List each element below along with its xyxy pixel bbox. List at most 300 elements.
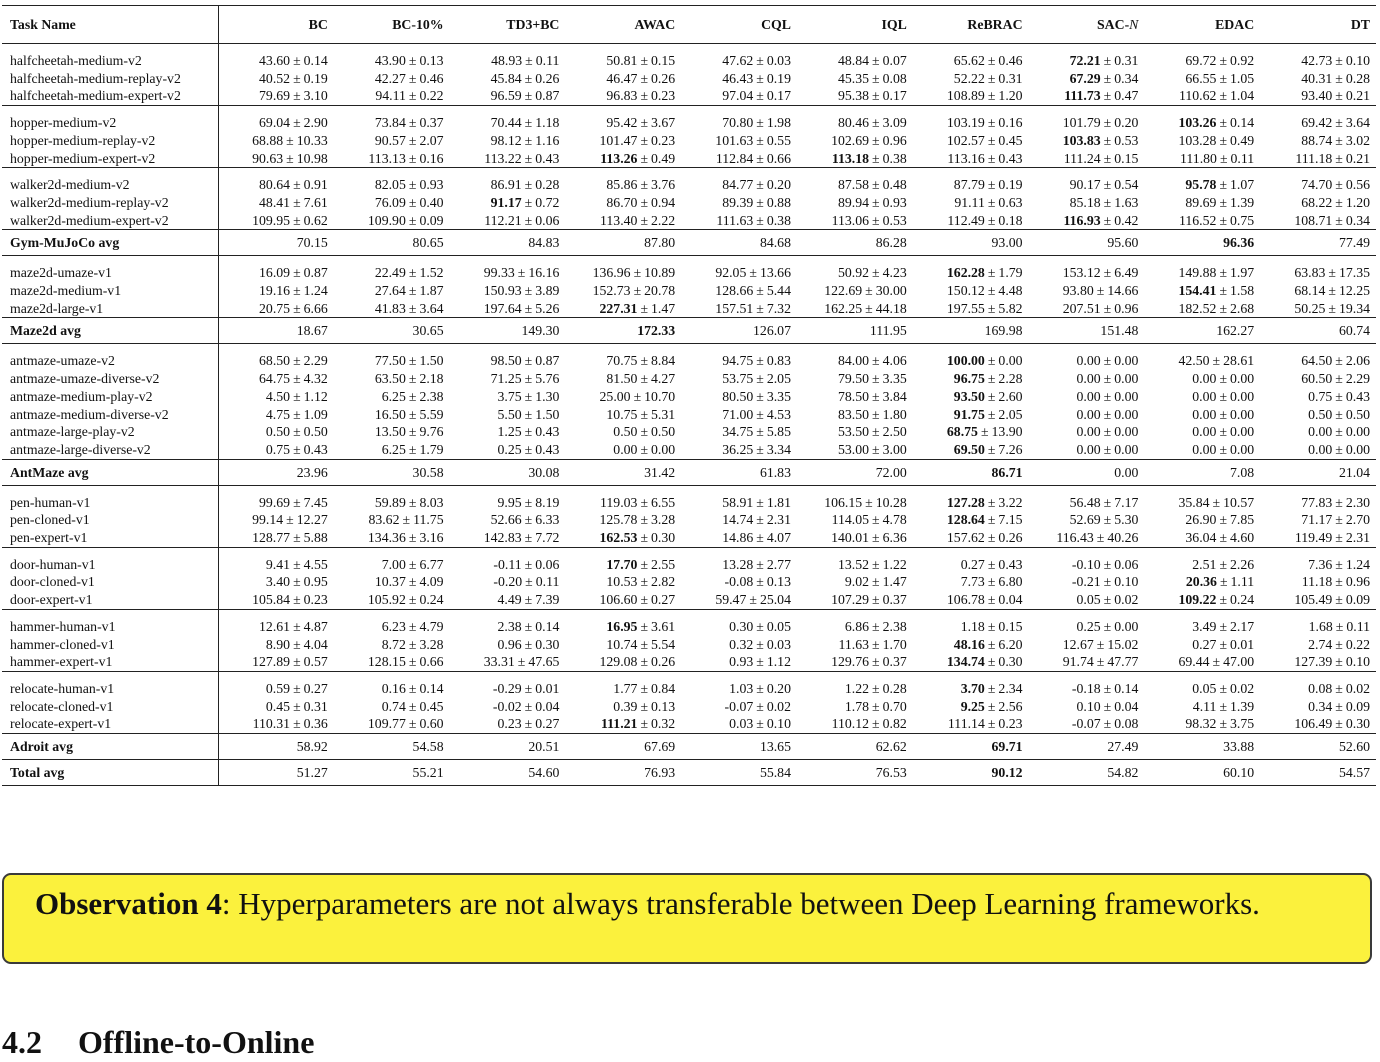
plus-minus-sign: ±	[872, 212, 880, 228]
observation-label: Observation 4	[35, 886, 222, 921]
score-mean: 45.35	[838, 70, 870, 86]
group-spacer	[2, 106, 1376, 115]
score-cell	[334, 423, 450, 441]
average-cell	[1029, 318, 1145, 344]
score-mean: 84.00	[838, 353, 870, 369]
score-std: 0.83	[766, 353, 791, 369]
plus-minus-sign: ±	[1219, 132, 1228, 148]
average-value: 80.65	[412, 235, 444, 251]
score-cell	[797, 52, 913, 70]
plus-minus-sign: ±	[640, 371, 649, 387]
score-std: 0.91	[303, 177, 328, 193]
score-cell	[1029, 194, 1145, 212]
score-std: 1.12	[766, 654, 791, 670]
score-std: 0.56	[1345, 177, 1370, 193]
plus-minus-sign: ±	[756, 680, 764, 696]
score-std: 2.56	[998, 698, 1023, 714]
score-std: 0.40	[419, 194, 444, 210]
score-std: 3.22	[998, 494, 1023, 510]
plus-minus-sign: ±	[1096, 636, 1105, 652]
plus-minus-sign: ±	[1219, 388, 1228, 404]
plus-minus-sign: ±	[408, 530, 417, 546]
score-std: 4.06	[882, 353, 907, 369]
plus-minus-sign: ±	[756, 530, 764, 546]
score-cell	[1260, 406, 1376, 424]
score-mean: 12.61	[259, 618, 291, 634]
score-mean: -0.21	[1071, 574, 1101, 590]
score-mean: 110.31	[252, 716, 291, 732]
column-header-method: ReBRAC	[913, 6, 1029, 44]
score-mean: 1.03	[729, 680, 754, 696]
score-mean: 69.50	[953, 441, 985, 457]
score-mean: 95.38	[838, 88, 870, 104]
task-name-cell: halfcheetah-medium-replay-v2	[2, 70, 218, 88]
score-std: 3.64	[419, 300, 444, 316]
plus-minus-sign: ±	[1103, 353, 1112, 369]
score-mean: 42.50	[1178, 353, 1210, 369]
score-mean: 90.63	[252, 150, 284, 166]
score-std: 0.11	[1230, 150, 1255, 166]
plus-minus-sign: ±	[524, 556, 533, 572]
plus-minus-sign: ±	[872, 654, 880, 670]
score-std: 1.70	[882, 636, 907, 652]
score-mean: 113.40	[600, 212, 638, 228]
score-mean: 0.74	[381, 698, 406, 714]
score-cell	[913, 300, 1029, 318]
column-header-method: AWAC	[565, 6, 681, 44]
plus-minus-sign: ±	[1103, 88, 1112, 104]
plus-minus-sign: ±	[293, 115, 301, 131]
plus-minus-sign: ±	[756, 494, 764, 510]
score-std: 0.13	[651, 698, 676, 714]
score-std: 3.67	[651, 115, 676, 131]
plus-minus-sign: ±	[1103, 300, 1112, 316]
score-cell	[1144, 529, 1260, 547]
score-cell	[913, 529, 1029, 547]
score-std: 3.61	[651, 618, 676, 634]
score-std: 0.45	[419, 698, 444, 714]
score-mean: 88.74	[1301, 132, 1333, 148]
score-std: 10.33	[296, 132, 328, 148]
score-cell	[1144, 150, 1260, 168]
plus-minus-sign: ±	[293, 556, 301, 572]
score-std: 0.87	[303, 265, 328, 281]
score-mean: 106.60	[599, 592, 638, 608]
score-mean: 1.25	[497, 424, 522, 440]
table-row	[2, 529, 1376, 547]
score-cell	[565, 591, 681, 609]
score-mean: 43.90	[374, 53, 406, 68]
score-cell	[565, 300, 681, 318]
score-std: 0.50	[1345, 406, 1370, 422]
average-cell	[334, 734, 450, 760]
score-std: 28.61	[1223, 353, 1255, 369]
score-mean: 129.76	[831, 654, 870, 670]
plus-minus-sign: ±	[1335, 53, 1343, 68]
score-mean: 111.21	[601, 716, 638, 732]
score-std: 0.08	[1114, 716, 1139, 732]
score-mean: 101.79	[1062, 115, 1101, 131]
score-std: 2.70	[1345, 512, 1370, 528]
score-cell	[334, 150, 450, 168]
table-row	[2, 114, 1376, 132]
plus-minus-sign: ±	[408, 212, 417, 228]
plus-minus-sign: ±	[987, 530, 996, 546]
score-mean: 0.16	[381, 680, 406, 696]
score-cell	[218, 132, 334, 150]
score-std: 0.13	[419, 53, 444, 68]
plus-minus-sign: ±	[524, 371, 533, 387]
plus-minus-sign: ±	[524, 592, 533, 608]
score-mean: 162.25	[824, 300, 863, 316]
average-cell	[913, 760, 1029, 786]
score-std: 1.50	[535, 406, 560, 422]
score-cell	[1260, 114, 1376, 132]
score-cell	[1029, 423, 1145, 441]
score-mean: 83.62	[368, 512, 400, 528]
score-std: 0.30	[535, 636, 560, 652]
score-cell	[1260, 591, 1376, 609]
score-std: 44.18	[875, 300, 907, 316]
score-cell	[913, 370, 1029, 388]
score-cell	[797, 388, 913, 406]
score-cell	[1260, 212, 1376, 230]
average-cell	[565, 760, 681, 786]
plus-minus-sign: ±	[408, 53, 417, 68]
score-cell	[565, 70, 681, 88]
score-mean: 3.49	[1192, 618, 1217, 634]
average-cell	[797, 230, 913, 256]
score-std: 10.70	[644, 388, 676, 404]
score-std: 0.21	[1345, 150, 1370, 166]
average-label: Maze2d avg	[2, 318, 218, 344]
score-std: 2.31	[766, 512, 791, 528]
table-row	[2, 264, 1376, 282]
score-mean: 95.78	[1185, 177, 1217, 193]
score-std: 0.37	[419, 115, 444, 131]
plus-minus-sign: ±	[525, 53, 533, 68]
plus-minus-sign: ±	[293, 371, 301, 387]
score-cell	[913, 636, 1029, 654]
score-cell	[565, 636, 681, 654]
score-std: 0.53	[1114, 132, 1139, 148]
average-cell	[1260, 459, 1376, 485]
plus-minus-sign: ±	[987, 680, 996, 696]
score-std: 0.10	[766, 716, 791, 732]
plus-minus-sign: ±	[1335, 353, 1343, 369]
score-std: 3.28	[419, 636, 444, 652]
average-label: AntMaze avg	[2, 459, 218, 485]
score-mean: 50.81	[606, 53, 638, 68]
table-body	[2, 44, 1376, 786]
plus-minus-sign: ±	[1219, 300, 1228, 316]
score-cell	[565, 150, 681, 168]
score-mean: 99.69	[259, 494, 291, 510]
score-cell	[1029, 511, 1145, 529]
score-mean: 0.96	[497, 636, 522, 652]
plus-minus-sign: ±	[872, 150, 880, 166]
average-cell	[681, 459, 797, 485]
score-mean: 109.22	[1178, 592, 1217, 608]
plus-minus-sign: ±	[640, 194, 649, 210]
score-mean: 10.74	[606, 636, 638, 652]
score-mean: 162.28	[946, 265, 985, 281]
score-mean: 53.50	[838, 424, 870, 440]
score-mean: 128.77	[252, 530, 291, 546]
score-mean: 87.79	[953, 177, 985, 193]
task-name-cell: halfcheetah-medium-v2	[2, 52, 218, 70]
plus-minus-sign: ±	[524, 494, 533, 510]
score-cell	[1144, 573, 1260, 591]
plus-minus-sign: ±	[1335, 654, 1343, 670]
score-mean: -0.11	[493, 556, 522, 572]
score-mean: 11.18	[1301, 574, 1333, 590]
score-mean: 112.21	[484, 212, 522, 228]
plus-minus-sign: ±	[640, 177, 649, 193]
score-cell	[450, 194, 566, 212]
score-mean: 79.50	[838, 371, 870, 387]
score-mean: 94.11	[375, 88, 406, 104]
score-mean: 95.42	[606, 115, 638, 131]
plus-minus-sign: ±	[293, 574, 301, 590]
score-cell	[1260, 556, 1376, 574]
average-value: 54.82	[1107, 765, 1139, 781]
score-cell	[450, 618, 566, 636]
score-cell	[218, 114, 334, 132]
score-mean: 0.93	[729, 654, 754, 670]
plus-minus-sign: ±	[987, 265, 996, 281]
plus-minus-sign: ±	[1335, 618, 1344, 634]
score-std: 0.04	[998, 592, 1023, 608]
average-cell	[913, 230, 1029, 256]
score-cell	[218, 494, 334, 512]
plus-minus-sign: ±	[872, 636, 880, 652]
score-mean: 91.74	[1062, 654, 1094, 670]
score-std: 5.59	[419, 406, 444, 422]
score-cell	[1260, 680, 1376, 698]
score-cell	[218, 300, 334, 318]
score-mean: 0.08	[1308, 680, 1333, 696]
score-cell	[1029, 529, 1145, 547]
score-cell	[1029, 494, 1145, 512]
score-cell	[1144, 636, 1260, 654]
plus-minus-sign: ±	[1103, 388, 1112, 404]
plus-minus-sign: ±	[1219, 680, 1228, 696]
score-std: 0.72	[535, 194, 560, 210]
score-cell	[334, 87, 450, 105]
plus-minus-sign: ±	[1103, 512, 1112, 528]
score-cell	[797, 132, 913, 150]
plus-minus-sign: ±	[408, 371, 417, 387]
score-mean: 1.77	[613, 680, 638, 696]
average-cell	[913, 318, 1029, 344]
score-mean: 9.02	[844, 574, 870, 590]
plus-minus-sign: ±	[1103, 212, 1112, 228]
plus-minus-sign: ±	[408, 716, 417, 732]
plus-minus-sign: ±	[987, 194, 996, 210]
plus-minus-sign: ±	[1335, 424, 1343, 440]
group-spacer	[2, 547, 1376, 556]
average-cell	[1260, 318, 1376, 344]
score-std: 0.27	[303, 680, 328, 696]
score-cell	[681, 591, 797, 609]
average-cell	[565, 318, 681, 344]
score-cell	[797, 591, 913, 609]
score-cell	[450, 132, 566, 150]
plus-minus-sign: ±	[756, 654, 764, 670]
score-std: 2.06	[1345, 353, 1370, 369]
score-mean: 17.70	[606, 556, 638, 572]
plus-minus-sign: ±	[1219, 70, 1228, 86]
score-std: 6.33	[535, 512, 560, 528]
score-std: 0.20	[766, 680, 791, 696]
score-cell	[681, 653, 797, 671]
table-row	[2, 282, 1376, 300]
plus-minus-sign: ±	[1335, 88, 1343, 104]
average-cell	[1029, 760, 1145, 786]
group-spacer	[2, 256, 1376, 265]
score-cell	[1029, 150, 1145, 168]
score-std: 47.77	[1107, 654, 1139, 670]
score-std: 0.01	[535, 680, 560, 696]
score-cell	[1260, 282, 1376, 300]
score-std: 0.02	[1345, 680, 1370, 696]
score-std: 0.23	[303, 592, 328, 608]
score-std: 6.20	[998, 636, 1023, 652]
score-std: 0.24	[419, 592, 444, 608]
score-mean: 106.78	[946, 592, 985, 608]
score-mean: 68.22	[1301, 194, 1333, 210]
plus-minus-sign: ±	[1335, 494, 1343, 510]
plus-minus-sign: ±	[1103, 716, 1112, 732]
score-mean: 0.50	[1308, 406, 1333, 422]
score-mean: 0.00	[1192, 424, 1217, 440]
plus-minus-sign: ±	[1328, 300, 1336, 316]
score-mean: 3.70	[960, 680, 985, 696]
score-std: 0.37	[882, 592, 907, 608]
plus-minus-sign: ±	[1219, 212, 1228, 228]
score-std: 1.07	[1230, 177, 1255, 193]
score-cell	[450, 150, 566, 168]
score-cell	[450, 282, 566, 300]
score-mean: 67.29	[1069, 70, 1101, 86]
average-cell	[218, 318, 334, 344]
average-value: 77.49	[1338, 235, 1370, 251]
score-mean: 0.00	[1192, 406, 1217, 422]
average-cell	[450, 734, 566, 760]
score-mean: 157.51	[715, 300, 754, 316]
score-std: 0.00	[1114, 618, 1139, 634]
plus-minus-sign: ±	[408, 494, 417, 510]
plus-minus-sign: ±	[756, 70, 764, 86]
score-cell	[1260, 300, 1376, 318]
score-cell	[913, 264, 1029, 282]
score-std: 11.75	[413, 512, 444, 528]
score-cell	[450, 680, 566, 698]
plus-minus-sign: ±	[293, 680, 301, 696]
score-std: 0.23	[651, 132, 676, 148]
average-value: 58.92	[296, 739, 328, 755]
average-cell	[218, 760, 334, 786]
average-value: 76.93	[644, 765, 676, 781]
score-cell	[913, 423, 1029, 441]
score-mean: 2.38	[497, 618, 522, 634]
plus-minus-sign: ±	[640, 680, 649, 696]
score-std: 0.09	[419, 212, 444, 228]
table-row	[2, 406, 1376, 424]
score-mean: 25.00	[599, 388, 631, 404]
score-std: 0.30	[651, 530, 676, 546]
plus-minus-sign: ±	[756, 212, 764, 228]
score-mean: 93.40	[1301, 88, 1333, 104]
score-cell	[218, 176, 334, 194]
score-std: 0.30	[998, 654, 1023, 670]
plus-minus-sign: ±	[408, 556, 417, 572]
column-header-method: IQL	[797, 6, 913, 44]
plus-minus-sign: ±	[756, 698, 764, 714]
plus-minus-sign: ±	[1103, 150, 1112, 166]
score-mean: 41.83	[374, 300, 406, 316]
score-cell	[218, 87, 334, 105]
plus-minus-sign: ±	[640, 300, 649, 316]
group-spacer	[2, 168, 1376, 177]
score-std: 0.43	[1345, 388, 1370, 404]
score-cell	[681, 52, 797, 70]
score-std: 4.53	[766, 406, 791, 422]
score-cell	[681, 441, 797, 459]
score-cell	[218, 556, 334, 574]
score-cell	[218, 150, 334, 168]
score-std: 3.10	[303, 88, 328, 104]
score-mean: 128.15	[367, 654, 406, 670]
task-name-cell: hammer-expert-v1	[2, 653, 218, 671]
table-row	[2, 176, 1376, 194]
score-cell	[1029, 300, 1145, 318]
score-cell	[797, 70, 913, 88]
plus-minus-sign: ±	[640, 494, 649, 510]
average-cell	[681, 734, 797, 760]
score-mean: 72.21	[1069, 53, 1101, 68]
score-std: 0.26	[998, 530, 1023, 546]
plus-minus-sign: ±	[293, 592, 301, 608]
score-mean: 8.90	[265, 636, 291, 652]
plus-minus-sign: ±	[286, 132, 294, 148]
plus-minus-sign: ±	[1335, 70, 1343, 86]
score-cell	[1144, 591, 1260, 609]
score-cell	[1144, 715, 1260, 733]
score-std: 12.27	[296, 512, 328, 528]
plus-minus-sign: ±	[640, 212, 649, 228]
score-mean: 154.41	[1178, 283, 1217, 299]
score-std: 4.09	[419, 574, 444, 590]
average-value: 30.65	[412, 323, 444, 339]
score-cell	[1144, 132, 1260, 150]
plus-minus-sign: ±	[872, 70, 880, 86]
score-cell	[913, 132, 1029, 150]
score-cell	[797, 636, 913, 654]
score-mean: 59.89	[374, 494, 406, 510]
plus-minus-sign: ±	[408, 353, 417, 369]
average-value: 55.84	[759, 765, 791, 781]
plus-minus-sign: ±	[987, 636, 996, 652]
score-std: 0.01	[1230, 636, 1255, 652]
average-cell	[681, 230, 797, 256]
plus-minus-sign: ±	[872, 265, 880, 281]
score-cell	[797, 264, 913, 282]
plus-minus-sign: ±	[749, 265, 757, 281]
average-value: 93.00	[991, 235, 1023, 251]
score-std: 6.77	[419, 556, 444, 572]
